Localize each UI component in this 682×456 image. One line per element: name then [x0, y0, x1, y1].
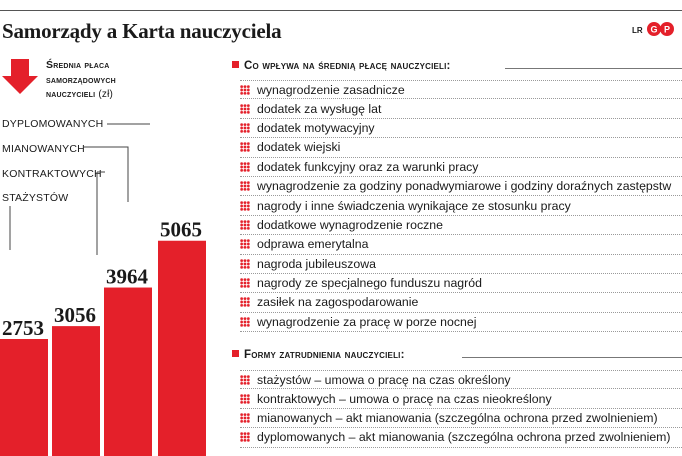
publisher-logo-icon: [646, 20, 676, 38]
category-label: Mianowanych: [2, 143, 85, 155]
chart-subtitle-line-1: Średnia płaca: [46, 59, 110, 71]
list-item: [240, 389, 682, 408]
dot-grid-icon: [240, 259, 250, 269]
dot-grid-icon: [240, 181, 250, 191]
dot-grid-icon: [240, 278, 250, 288]
list-item-text: dodatek motywacyjny: [257, 120, 375, 135]
list-item-text: kontraktowych – umowa o pracę na czas nieokreślony: [257, 391, 552, 406]
bar-mianowanych: [104, 288, 152, 456]
list-item: [240, 274, 682, 293]
dot-grid-icon: [240, 201, 250, 211]
list-item-text: dodatek wiejski: [257, 140, 341, 155]
dot-grid-icon: [240, 413, 250, 423]
list-item-text: wynagrodzenie za godziny ponadwymiarowe i godziny doraźnych zastępstw: [257, 179, 672, 194]
section-rule-factors: [505, 68, 682, 69]
employment-forms-list: [240, 370, 682, 448]
list-item: [240, 409, 682, 428]
list-item: [240, 293, 682, 312]
list-item: [240, 196, 682, 215]
list-item: [240, 255, 682, 274]
list-item-text: nagrody i inne świadczenia wynikające ze stosunku pracy: [257, 198, 571, 213]
list-item-text: zasiłek na zagospodarowanie: [257, 295, 419, 310]
list-item-text: nagroda jubileuszowa: [257, 256, 376, 271]
dot-grid-icon: [240, 239, 250, 249]
section-title-forms: Formy zatrudnienia nauczycieli:: [232, 349, 405, 361]
dot-grid-icon: [240, 297, 250, 307]
list-item-text: wynagrodzenie zasadnicze: [257, 82, 405, 97]
list-item: [240, 158, 682, 177]
dot-grid-icon: [240, 375, 250, 385]
list-item-text: dodatek funkcyjny oraz za warunki pracy: [257, 159, 479, 174]
dot-grid-icon: [240, 142, 250, 152]
bar-dyplomowanych: [158, 241, 206, 456]
dot-grid-icon: [240, 104, 250, 114]
source-tag: LR: [632, 26, 643, 35]
bar-value-label: 3056: [54, 303, 96, 328]
category-label: Dyplomowanych: [2, 118, 104, 130]
dot-grid-icon: [240, 432, 250, 442]
list-item: [240, 138, 682, 157]
bar-stażystów: [0, 339, 48, 456]
list-item-text: dodatek za wysługę lat: [257, 101, 382, 116]
category-label: Stażystów: [2, 192, 69, 204]
dot-grid-icon: [240, 162, 250, 172]
dot-grid-icon: [240, 220, 250, 230]
list-item-text: dodatkowe wynagrodzenie roczne: [257, 217, 443, 232]
list-item-text: wynagrodzenie za pracę w porze nocnej: [257, 314, 477, 329]
list-item-text: stażystów – umowa o pracę na czas określony: [257, 372, 511, 387]
list-item: [240, 313, 682, 332]
svg-text:P: P: [663, 24, 671, 35]
top-rule: [0, 10, 682, 11]
list-item: [240, 80, 682, 99]
list-item-text: nagrody ze specjalnego funduszu nagród: [257, 276, 482, 291]
list-item: [240, 119, 682, 138]
list-item: [240, 370, 682, 389]
section-rule-forms: [462, 357, 682, 358]
chart-subtitle-line-3: nauczycieli: [46, 88, 96, 100]
chart-subtitle: [46, 58, 116, 103]
section-title-factors: Co wpływa na średnią płacę nauczycieli:: [232, 60, 451, 72]
dot-grid-icon: [240, 123, 250, 133]
salary-bar-chart: [0, 100, 215, 456]
list-item-text: dyplomowanych – akt mianowania (szczególna ochrona przed zwolnieniem): [257, 430, 671, 445]
chart-subtitle-line-2: samorządowych: [46, 73, 116, 86]
bar-value-label: 3964: [106, 264, 148, 289]
list-item-text: mianowanych – akt mianowania (szczególna ochrona przed zwolnieniem): [257, 410, 658, 425]
page-title: Samorządy a Karta nauczyciela: [2, 19, 282, 43]
dot-grid-icon: [240, 85, 250, 95]
list-item-text: odprawa emerytalna: [257, 237, 369, 252]
list-item: [240, 216, 682, 235]
bar-value-label: 5065: [160, 217, 202, 242]
bar-value-label: 2753: [2, 315, 44, 340]
dot-grid-icon: [240, 394, 250, 404]
chart-unit: (zł): [98, 89, 114, 100]
bar-kontraktowych: [52, 326, 100, 456]
list-item: [240, 428, 682, 447]
dot-grid-icon: [240, 317, 250, 327]
list-item: [240, 177, 682, 196]
list-item: [240, 235, 682, 254]
category-label: Kontraktowych: [2, 168, 102, 180]
down-arrow-icon: [0, 56, 40, 96]
list-item: [240, 99, 682, 118]
svg-text:G: G: [650, 24, 658, 35]
factors-list: [240, 80, 682, 332]
